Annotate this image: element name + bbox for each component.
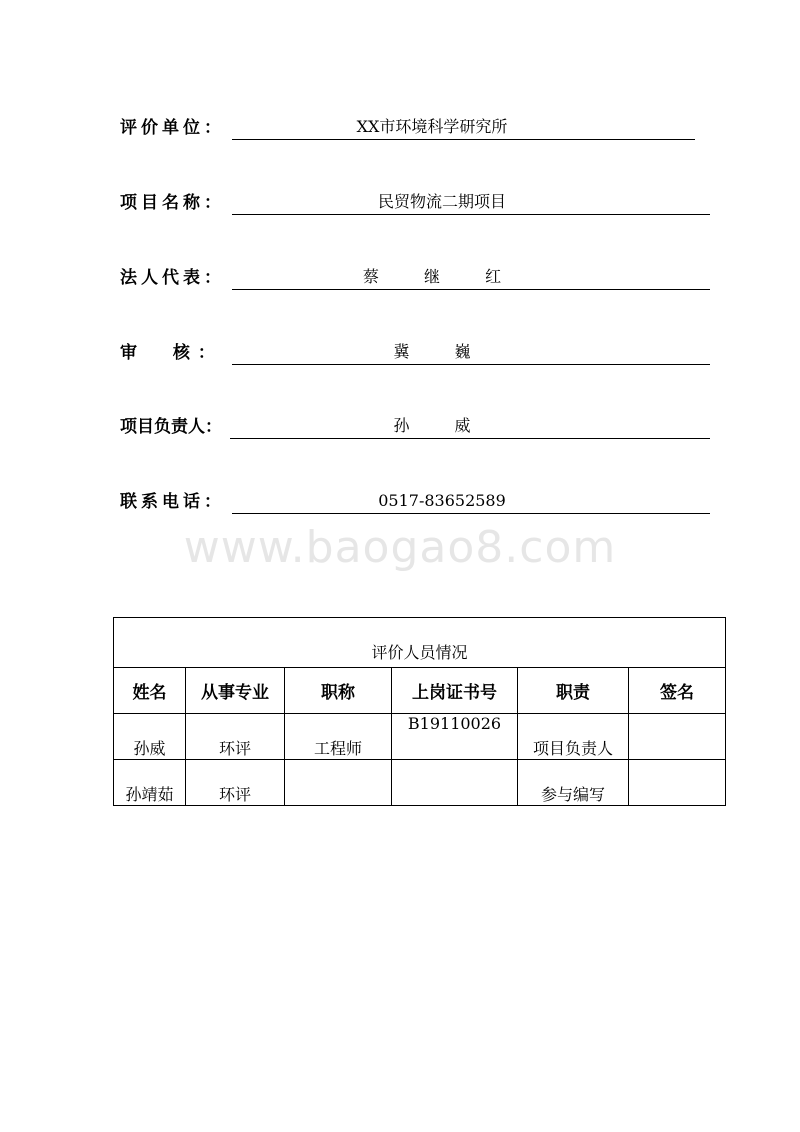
column-header-certificate: 上岗证书号 (392, 668, 518, 714)
cell-title (285, 760, 392, 806)
cell-title: 工程师 (285, 714, 392, 760)
field-label: 联系电话： (120, 492, 225, 512)
field-contact-phone (120, 484, 711, 514)
column-header-duty: 职责 (518, 668, 629, 714)
cell-name: 孙靖茹 (114, 760, 186, 806)
underline (232, 513, 710, 514)
field-value: 冀 巍 (393, 342, 491, 361)
field-evaluation-unit (120, 110, 700, 140)
table-title: 评价人员情况 (114, 618, 726, 668)
field-project-leader (120, 409, 711, 439)
cell-specialty: 环评 (186, 760, 285, 806)
field-value: 0517-83652589 (378, 491, 506, 510)
field-value: XX市环境科学研究所 (356, 117, 508, 136)
cell-certificate: B19110026 (392, 714, 518, 760)
field-legal-representative (120, 260, 711, 290)
underline (232, 139, 695, 140)
underline (232, 289, 710, 290)
field-reviewer (120, 335, 711, 365)
table-header-row (114, 668, 726, 714)
field-label: 项目负责人： (120, 417, 222, 437)
cell-certificate (392, 760, 518, 806)
column-header-signature: 签名 (629, 668, 726, 714)
field-label: 项目名称： (120, 193, 225, 213)
table-row (114, 760, 726, 806)
underline (230, 438, 710, 439)
cell-name: 孙威 (114, 714, 186, 760)
cell-duty: 参与编写 (518, 760, 629, 806)
field-label: 法人代表： (120, 268, 225, 288)
column-header-name: 姓名 (114, 668, 186, 714)
field-value: 民贸物流二期项目 (377, 192, 507, 211)
field-label: 评价单位： (120, 118, 225, 138)
column-header-specialty: 从事专业 (186, 668, 285, 714)
cell-signature (629, 714, 726, 760)
underline (232, 214, 710, 215)
watermark: www.baogao8.com (183, 522, 617, 573)
staff-table (113, 617, 726, 806)
cell-duty: 项目负责人 (518, 714, 629, 760)
column-header-title: 职称 (285, 668, 392, 714)
field-value: 孙 威 (393, 416, 491, 435)
table-row (114, 714, 726, 760)
underline (232, 364, 710, 365)
field-project-name (120, 185, 711, 215)
cell-specialty: 环评 (186, 714, 285, 760)
field-label: 审 核： (120, 343, 223, 363)
field-value: 蔡 继 红 (362, 267, 522, 286)
cell-signature (629, 760, 726, 806)
